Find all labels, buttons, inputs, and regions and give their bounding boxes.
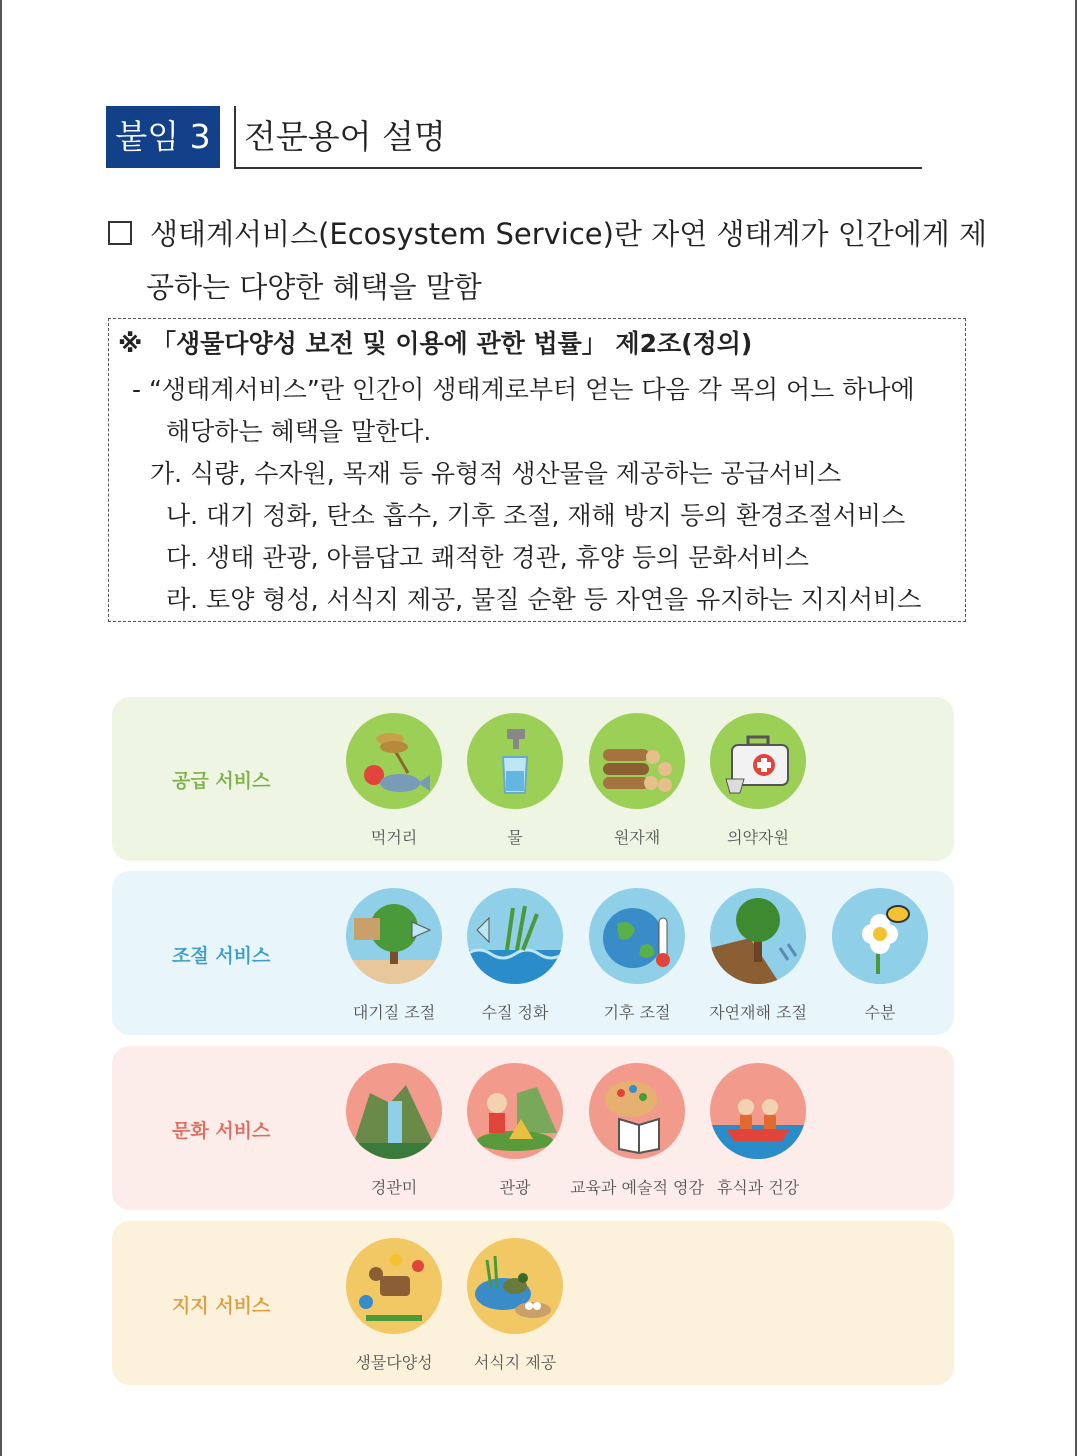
biodiversity-icon	[346, 1238, 442, 1334]
water-purification-icon	[467, 888, 563, 984]
category-label-regulating: 조절 서비스	[172, 945, 271, 967]
definition-line-1: 생태계서비스(Ecosystem Service)란 자연 생태계가 인간에게 제	[150, 217, 988, 251]
page-title: 전문용어 설명	[244, 117, 446, 156]
law-item-ga: 가. 식량, 수자원, 목재 등 유형적 생산물을 제공하는 공급서비스	[150, 459, 842, 488]
category-label-supporting: 지지 서비스	[172, 1295, 271, 1317]
item-label-tourism: 관광	[499, 1178, 531, 1197]
definition-line-2: 공하는 다양한 혜택을 말함	[146, 270, 482, 304]
item-label-climate-regulation: 기후 조절	[603, 1003, 671, 1022]
category-label-cultural: 문화 서비스	[172, 1120, 271, 1142]
medicine-icon	[710, 713, 806, 809]
food-icon	[346, 713, 442, 809]
title-divider	[234, 106, 236, 168]
air-quality-icon	[346, 888, 442, 984]
law-item-da: 다. 생태 관광, 아름답고 쾌적한 경관, 휴양 등의 문화서비스	[166, 543, 809, 572]
item-label-medicinal-resources: 의약자원	[727, 828, 789, 847]
disaster-icon	[710, 888, 806, 984]
rest-health-icon	[710, 1063, 806, 1159]
tourism-icon	[467, 1063, 563, 1159]
item-label-water-purification: 수질 정화	[481, 1003, 549, 1022]
item-label-food: 먹거리	[370, 828, 418, 847]
item-label-scenic-beauty: 경관미	[370, 1178, 418, 1197]
law-item-ra: 라. 토양 형성, 서식지 제공, 물질 순환 등 자연을 유지하는 지지서비스	[166, 585, 922, 614]
item-label-biodiversity: 생물다양성	[355, 1353, 433, 1372]
item-label-natural-disaster-regulation: 자연재해 조절	[709, 1003, 807, 1022]
page-edge-left	[0, 0, 2, 1456]
item-label-air-quality: 대기질 조절	[352, 1003, 436, 1022]
timber-icon	[589, 713, 685, 809]
climate-icon	[589, 888, 685, 984]
law-definition-line-1: - “생태계서비스”란 인간이 생태계로부터 얻는 다음 각 목의 어느 하나에	[132, 375, 915, 404]
category-label-provisioning: 공급 서비스	[172, 770, 271, 792]
title-underline	[234, 167, 922, 169]
law-heading: ※ 「생물다양성 보전 및 이용에 관한 법률」 제2조(정의)	[118, 329, 753, 358]
item-label-habitat-provision: 서식지 제공	[473, 1353, 557, 1372]
item-label-rest-health: 휴식과 건강	[716, 1178, 800, 1197]
law-definition-line-2: 해당하는 혜택을 말한다.	[166, 417, 432, 446]
item-label-raw-materials: 원자재	[613, 828, 661, 847]
law-item-na: 나. 대기 정화, 탄소 흡수, 기후 조절, 재해 방지 등의 환경조절서비스	[166, 501, 906, 530]
item-label-education-art-inspiration: 교육과 예술적 영감	[570, 1178, 704, 1197]
water-icon	[467, 713, 563, 809]
checkbox-bullet	[108, 221, 132, 245]
landscape-icon	[346, 1063, 442, 1159]
item-label-pollination: 수분	[864, 1003, 896, 1022]
attachment-badge: 붙임 3	[106, 106, 220, 168]
education-art-icon	[589, 1063, 685, 1159]
pollination-icon	[832, 888, 928, 984]
item-label-water: 물	[507, 828, 523, 847]
habitat-icon	[467, 1238, 563, 1334]
